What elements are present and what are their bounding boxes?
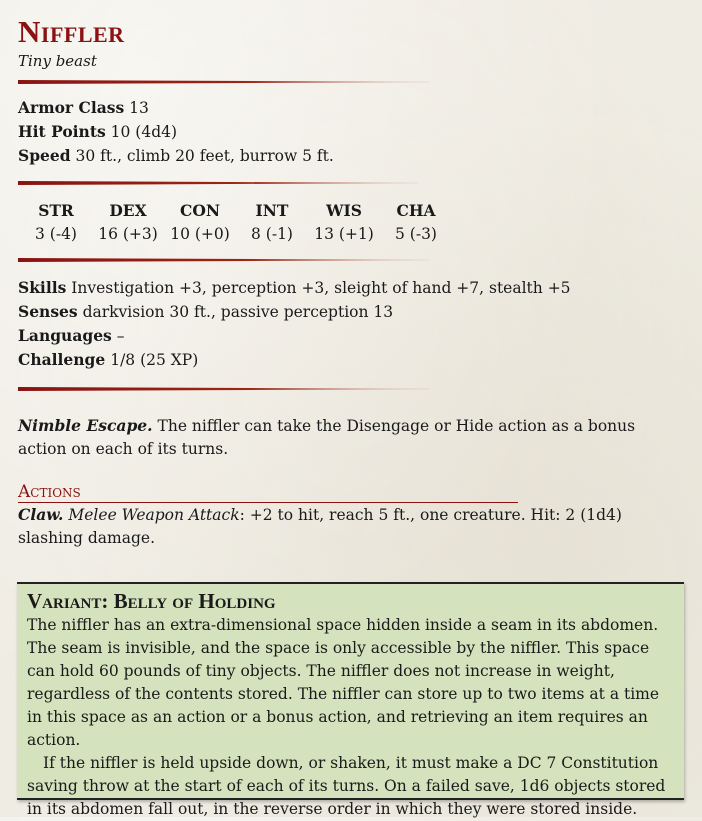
ability-value: 13 (+1) <box>314 225 374 243</box>
ability-name: DEX <box>109 201 147 220</box>
ability-cha <box>380 199 452 246</box>
monster-name: Niffler <box>18 14 125 49</box>
ability-name: STR <box>38 201 74 220</box>
armor-class-label: Armor Class <box>18 98 125 117</box>
speed-label: Speed <box>18 146 71 165</box>
armor-class-value: 13 <box>129 99 149 117</box>
challenge-value: 1/8 (25 XP) <box>110 351 199 369</box>
hit-points-label: Hit Points <box>18 122 106 141</box>
senses-line <box>18 300 688 324</box>
trait-text: The niffler can take the Disengage or Hide action as a bonus action on each of its turns. <box>18 417 636 458</box>
trait-name: Nimble Escape. <box>18 416 153 435</box>
senses-label: Senses <box>18 302 78 321</box>
speed-line <box>18 144 688 168</box>
ability-value: 16 (+3) <box>98 225 158 243</box>
ability-value: 3 (-4) <box>35 225 77 243</box>
ability-value: 8 (-1) <box>251 225 293 243</box>
skills-line <box>18 276 688 300</box>
ability-value: 10 (+0) <box>170 225 230 243</box>
action-claw <box>18 503 688 550</box>
languages-line <box>18 324 688 348</box>
trait-nimble-escape <box>18 414 688 461</box>
ability-name: CHA <box>396 201 436 220</box>
ability-name: WIS <box>326 201 362 220</box>
ability-con <box>164 199 236 246</box>
stat-block <box>18 14 688 550</box>
languages-value: – <box>116 327 125 345</box>
variant-sidebar <box>17 582 684 818</box>
actions-heading: Actions <box>18 482 518 503</box>
languages-label: Languages <box>18 326 112 345</box>
ability-dex <box>92 199 164 246</box>
action-type: Melee Weapon Attack <box>68 506 240 524</box>
ability-value: 5 (-3) <box>395 225 437 243</box>
action-text: : +2 to hit, reach 5 ft., one creature. Hit: 2 (1d4) slashing damage. <box>18 506 622 547</box>
ability-int <box>236 199 308 246</box>
challenge-label: Challenge <box>18 350 106 369</box>
monster-type: Tiny beast <box>18 52 97 70</box>
senses-value: darkvision 30 ft., passive perception 13 <box>82 303 394 321</box>
variant-title: Variant: Belly of Holding <box>27 589 276 613</box>
ability-wis <box>308 199 380 246</box>
hit-points-value: 10 (4d4) <box>110 123 178 141</box>
armor-class-line <box>18 96 688 120</box>
variant-paragraph: If the niffler is held upside down, or shaken, it must make a DC 7 Constitution saving throw at the start of each of its turns. On a failed save, 1d6 objects stored in its abdomen fall out, in the reverse order in which they were stored inside. <box>27 754 666 818</box>
ability-name: INT <box>255 201 289 220</box>
challenge-line <box>18 348 688 372</box>
hit-points-line <box>18 120 688 144</box>
ability-name: CON <box>179 201 220 220</box>
action-name: Claw. <box>18 505 64 524</box>
ability-str <box>20 199 92 246</box>
skills-label: Skills <box>18 278 67 297</box>
skills-value: Investigation +3, perception +3, sleight of hand +7, stealth +5 <box>71 279 571 297</box>
ability-scores <box>20 199 688 246</box>
variant-paragraph: The niffler has an extra-dimensional space hidden inside a seam in its abdomen. The seam is invisible, and the space is only accessible by the niffler. This space can hold 60 pounds of tiny objects. The niffler does not increase in weight, regardless of the contents stored. The niffler can store up to two items at a time in this space as an action or a bonus action, and retrieving an item requires an action. <box>27 616 660 749</box>
speed-value: 30 ft., climb 20 feet, burrow 5 ft. <box>75 147 334 165</box>
